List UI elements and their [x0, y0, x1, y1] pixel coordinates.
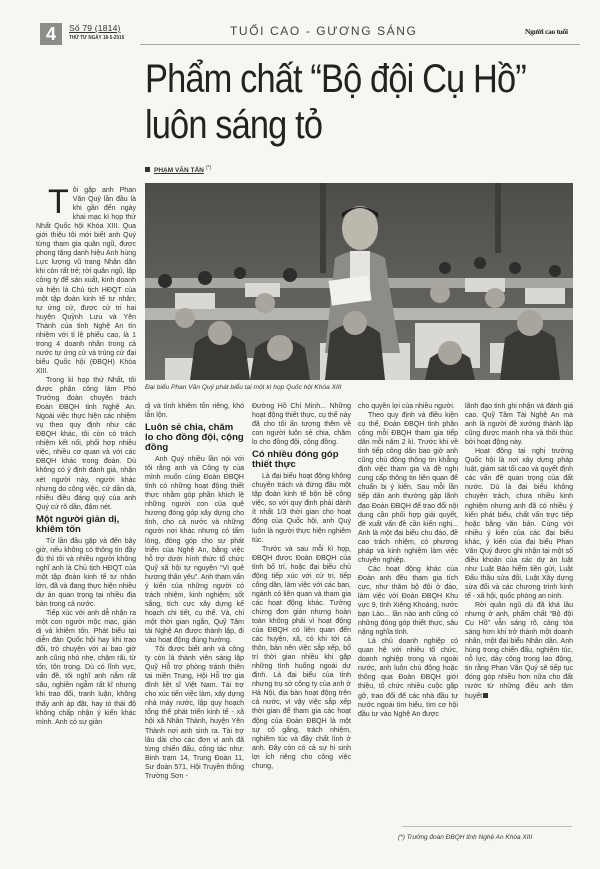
- subheading: Có nhiều đóng góp thiết thực: [252, 449, 339, 471]
- paragraph: dị và tính khiêm tốn riêng, khó lẫn lộn.: [145, 403, 244, 420]
- subheading: Một người giản dị, khiêm tốn: [36, 513, 120, 535]
- paragraph: Là đại biểu hoạt động không chuyên trách và đứng đầu một tập đoàn kinh tế bộn bề công việc, so với quy định phải dành ít nhất 1/3 thời gian cho hoạt động của Quốc hội, anh Quý luôn là người thực hiện nghiêm túc.: [252, 473, 351, 544]
- paragraph: Tiếp xúc với anh dễ nhận ra một con người mộc mạc, giản dị và khiêm tốn. Phát biểu tại diễn đàn Quốc hội hay khi trao đổi, trò chuyện với ai bao giờ anh cũng nhỏ nhẹ, chậm rãi, từ tốn, tôn trọng. Dù có lĩnh vực, vấn đề, tôi nghĩ anh nắm rất sâu, nghiền ngẫm rất kĩ nhưng khi trao đổi, tranh luận, không thấy anh áp đặt, hay tỏ thái độ không chấp nhận ý kiến khác mình. Anh có sự giản: [36, 610, 136, 726]
- paragraph: Trước và sau mỗi kì họp, ĐBQH được Đoàn ĐBQH của tỉnh bố trí, hoặc đại biểu chủ động tiếp xúc với cử tri, tiếp công dân, làm việc với các ban, ngành có liên quan và tham gia các hoạt động khác. Tưởng chừng đơn giản nhưng hoàn toàn không phải vì hoạt động của ĐBQH có liên quan đến các huyện, xã, có khi tới cả thôn, bản nên việc sắp xếp, bố trí thời gian nhiều khi gặp những tình huống ngoài dự định. Là đại biểu của tỉnh nhưng trụ sở công ty của anh ở Hà Nội, địa bàn hoạt động trên cả nước, vì vậy việc sắp xếp thời gian để tham gia các hoạt động của Đoàn ĐBQH là một sự cố gắng, trách nhiệm, nghiêm túc và đầy chất lính ở anh. Đây còn có cả sự hi sinh lợi ích riêng cho công việc chung,: [252, 545, 351, 770]
- paragraph: Anh Quý nhiều lần nói với tôi rằng anh và Công ty của mình muốn cùng Đoàn ĐBQH tỉnh có những hoạt động thiết thực nhằm góp phần khích lệ những người con của quê hương đóng góp xây dựng cho tỉnh, cho cả nước và những người nơi khác nhưng có tấm lòng, đóng góp cho sự phát triển của Nghệ An, bằng việc hỗ trợ dưới hình thức tổ chức Quỹ xã hội tự nguyện “Vì quê hương thân yêu”. Anh tham vấn ý kiến của những người có trách nhiệm, kinh nghiệm; sốt sắng, tích cực xây dựng kế hoạch chi tiết, cụ thể. Và, chỉ một thời gian ngắn, Quỹ Tâm tài Nghệ An được thành lập, đi vào hoạt động đúng hướng.: [145, 456, 244, 645]
- photo-caption: Đại biểu Phan Văn Quý phát biểu tại một kì họp Quốc hội Khóa XIII: [145, 384, 342, 391]
- subheading: Luôn sẻ chia, chăm lo cho đồng đội, cộng đồng: [145, 422, 244, 454]
- masthead-logo: Người cao tuổi: [525, 27, 568, 36]
- paragraph: Hoạt động tại nghị trường Quốc hội là nơi xây dựng pháp luật, giám sát tối cao và quyết định các vấn đề quan trọng của đất nước. Dù là đại biểu không chuyên trách, chưa nhiều kinh nghiệm nhưng anh đã có nhiều ý kiến phát biểu, chất vấn trực tiếp hoặc bằng văn bản. Cùng với nhiều ý kiến của các đại biểu khác, ý kiến của đại biểu Phan Văn Quý được ghi nhận tại một số điều khoản của các dự án luật như Luật Bảo hiểm tiền gửi, Luật Đấu thầu sửa đổi, Luật Xây dựng sửa đổi và các chương trình kinh tế - xã hội, quốc phòng an ninh.: [465, 448, 573, 600]
- issue-number: Số 79 (1814): [69, 23, 121, 33]
- headline-line-1: Phẩm chất “Bộ đội Cụ Hồ”: [145, 57, 526, 101]
- headline-line-2: luôn sáng tỏ: [145, 103, 323, 147]
- article-column-5: [465, 402, 573, 701]
- paragraph: cho quyền lợi của nhiều người.: [358, 403, 455, 410]
- paragraph: Từ lần đầu gặp và đến bây giờ, nếu không có thông tin đầy đủ thì tôi và nhiều người không nghĩ anh là Chủ tịch HĐQT của một tập đoàn kinh tế tư nhân lớn, đã và đang thực hiện nhiều dự án quan trọng tại nhiều địa bàn trong cả nước.: [36, 537, 136, 609]
- paragraph: Tôi được biết anh và công ty còn là thành viên sáng lập Quỹ Hỗ trợ phòng tránh thiên tai miền Trung, Hội Hỗ trợ gia đình liệt sĩ Việt Nam. Tài trợ cho xúc tiến việc làm, xây dựng nhà máy nước, lập quy hoạch tổng thể phát triển kinh tế - xã hội xã Nhân Thành, huyện Yên Thành nơi anh sinh ra. Tài trợ lâu dài cho các đơn vị anh đã từng chiến đấu, công tác như: Binh trạm 14, Trung Đoàn 11, Sư đoàn 571, Hội Truyền thống Trường Sơn -: [145, 646, 244, 780]
- author-name: PHẠM VĂN TẤN: [154, 167, 204, 175]
- page-rule: [140, 44, 580, 45]
- lead-text: ôi gặp anh Phan Văn Quý lần đầu là khi gần đến ngày khai mạc kì họp thứ Nhất Quốc hội Khóa XIII. Qua giới thiệu tôi mới biết anh Quý từng tham gia quân ngũ, được phong tặng danh hiệu Anh hùng Lực lượng vũ trang Nhân dân khi còn rất trẻ; rời quân ngũ, lập công ty để sản xuất, kinh doanh và hiện là Chủ tịch HĐQT của một tập đoàn kinh tế tư nhân; tự ứng cử, được cử tri hai huyện Quỳnh Lưu và Yên Thành của tỉnh Nghệ An tín nhiệm với tỉ lệ phiếu cao, là 1 trong 4 doanh nhân trong cả nước tự ứng cử và trúng cử đại biểu Quốc hội (ĐBQH) Khóa XIII.: [36, 187, 136, 375]
- paragraph: Đường Hồ Chí Minh... Những hoạt động thiết thực, cụ thể này đã cho tôi ấn tượng thêm về con người luôn sẻ chia, chăm lo cho đồng đội, cộng đồng.: [252, 403, 351, 447]
- article-column-4: [358, 402, 458, 719]
- author-footnote: (*) Trưởng đoàn ĐBQH tỉnh Nghệ An Khóa XIII: [398, 834, 533, 841]
- issue-date: THỨ TƯ NGÀY 18-5-2016: [69, 35, 125, 41]
- drop-cap: T: [48, 183, 69, 221]
- article-column-2: [145, 402, 244, 781]
- byline: [145, 165, 211, 174]
- lead-paragraph: [36, 183, 136, 376]
- author-note-mark: (*): [205, 165, 212, 171]
- paragraph: Theo quy định và điều kiện cụ thể, Đoàn ĐBQH tỉnh phân công mỗi ĐBQH tham gia tiếp dân mỗi năm 2 kì. Trước khi về tỉnh tiếp công dân bao giờ anh cũng chủ động thông tin khẳng định việc tham gia và đề nghị cung cấp thông tin liên quan để chuẩn bị ý kiến. Sau mỗi lần tiếp dân anh thường gặp lãnh đạo Đoàn ĐBQH để trao đổi nội dung cần phối hợp giải quyết, đề xuất vấn đề cần kiến nghị... Anh là một đại biểu chu đáo, đề cao trách nhiệm, có phương pháp và kinh nghiệm làm việc chuyên nghiệp.: [358, 412, 458, 564]
- delegate-speaking-photo: [145, 183, 573, 380]
- page-number: 4: [40, 23, 62, 45]
- closing-text: Rời quân ngũ dù đã khá lâu nhưng ở anh, phẩm chất “Bộ đội Cụ Hồ” vẫn sáng rõ, càng tỏa sáng hơn khi trở thành một doanh nhân, một đại biểu Nhân dân. Anh hùng trong chiến đấu, nghiêm túc, nỗ lực, dày công trong lao động, tin rằng Phan Văn Quý sẽ tiếp tục đóng góp nhiều hơn nữa cho đất nước từ những điều anh tâm huyết: [465, 602, 573, 700]
- paragraph: Là chủ doanh nghiệp có quan hệ với nhiều tổ chức, doanh nghiệp trong và ngoài nước, anh luôn chủ động hoặc thông qua Đoàn ĐBQH giới thiệu, tổ chức nhiều cuộc gặp gỡ, trao đổi để các nhà đầu tư nước ngoài tìm hiểu, tìm cơ hội đầu tư vào Nghệ An được: [358, 638, 458, 718]
- closing-paragraph: [465, 601, 573, 701]
- paragraph: Trong kì họp thứ Nhất, tôi được phân công làm Phó Trưởng đoàn chuyên trách Đoàn ĐBQH tỉnh Nghệ An. Ngoài việc thực hiện các nhiệm vụ theo quy định như các ĐBQH khác, tôi còn có trách nhiệm kết nối, phối hợp nhiều việc, nhiều cơ quan và với các ĐBQH khác trong đoàn. Dù không có ý định đánh giá, nhận xét người này, người khác nhưng do công việc, cứ dần dà, nhiều điều đáng quý của anh Quý cứ rõ dần, đậm nét.: [36, 376, 136, 511]
- footnote-rule: [402, 826, 572, 827]
- article-column-1: [36, 183, 136, 727]
- section-title: TUỔI CAO - GƯƠNG SÁNG: [230, 24, 418, 38]
- article-headline: [145, 56, 532, 148]
- article-column-3: [252, 402, 351, 771]
- end-of-article-icon: [483, 693, 488, 698]
- paragraph: Các hoạt động khác của Đoàn anh đều tham gia tích cực, như thăm bộ đội ở đảo, làm việc với Đoàn ĐBQH Khu vực 9, tỉnh Xiêng Khoảng, nước bạn Lào... lần nào anh cũng có những đóng góp thiết thực, sâu nặng nghĩa tình.: [358, 565, 458, 637]
- article-photo: [145, 183, 573, 380]
- bullet-square-icon: [145, 167, 150, 172]
- paragraph: lãnh đạo tỉnh ghi nhận và đánh giá cao. Quỹ Tâm Tài Nghệ An mà anh là người đề xướng thành lập cũng được manh nha và thôi thúc bởi hoạt động này.: [465, 403, 573, 447]
